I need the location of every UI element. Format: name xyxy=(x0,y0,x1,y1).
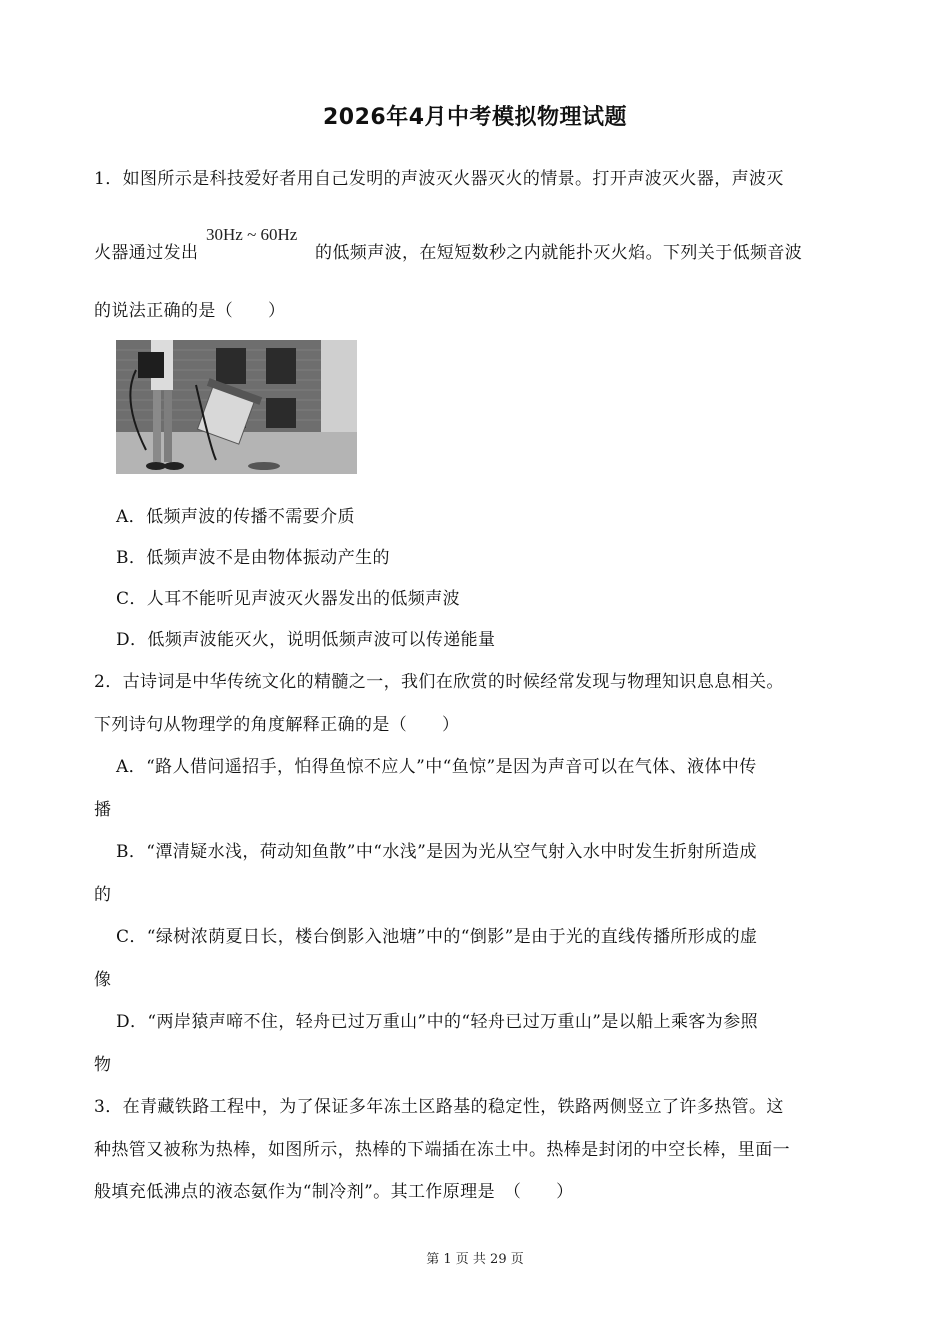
q2-option-b-line1: B．“潭清疑水浅，荷动知鱼散”中“水浅”是因为光从空气射入水中时发生折射所造成 xyxy=(116,842,757,862)
q1-option-a: A．低频声波的传播不需要介质 xyxy=(116,507,355,527)
q2-option-a-line1: A．“路人借问遥招手，怕得鱼惊不应人”中“鱼惊”是因为声音可以在气体、液体中传 xyxy=(116,757,757,777)
q2-option-c-line2: 像 xyxy=(94,970,112,990)
q1-stem-line3: 的说法正确的是（ ） xyxy=(94,301,286,321)
q3-stem-line1: 3．在青藏铁路工程中，为了保证多年冻土区路基的稳定性，铁路两侧竖立了许多热管。这 xyxy=(94,1097,784,1117)
page-title: 2026年4月中考模拟物理试题 xyxy=(322,105,628,130)
q1-stem-line1: 1．如图所示是科技爱好者用自己发明的声波灭火器灭火的情景。打开声波灭火器，声波灭 xyxy=(94,169,784,189)
q1-stem-line2-pre: 火器通过发出 xyxy=(94,243,199,263)
sound-extinguisher-photo xyxy=(116,340,357,474)
q2-option-c-line1: C．“绿树浓荫夏日长，楼台倒影入池塘”中的“倒影”是由于光的直线传播所形成的虚 xyxy=(116,927,758,947)
q3-stem-line2: 种热管又被称为热棒，如图所示，热棒的下端插在冻土中。热棒是封闭的中空长棒，里面一 xyxy=(94,1140,790,1160)
q1-stem-line2-post: 的低频声波，在短短数秒之内就能扑灭火焰。下列关于低频音波 xyxy=(315,243,803,263)
q2-option-b-line2: 的 xyxy=(94,885,112,905)
q1-frequency-formula: 30Hz ~ 60Hz xyxy=(206,225,298,244)
q2-option-d-line2: 物 xyxy=(94,1055,112,1075)
q2-option-a-line2: 播 xyxy=(94,800,112,820)
q1-option-d: D．低频声波能灭火，说明低频声波可以传递能量 xyxy=(116,630,496,650)
q2-stem-line2: 下列诗句从物理学的角度解释正确的是（ ） xyxy=(94,715,460,735)
photo-illustration xyxy=(116,340,357,474)
q2-option-d-line1: D．“两岸猿声啼不住，轻舟已过万重山”中的“轻舟已过万重山”是以船上乘客为参照 xyxy=(116,1012,758,1032)
q1-option-c: C．人耳不能听见声波灭火器发出的低频声波 xyxy=(116,589,461,609)
page-number-footer: 第 1 页 共 29 页 xyxy=(426,1252,524,1267)
q1-option-b: B．低频声波不是由物体振动产生的 xyxy=(116,548,390,568)
q2-stem-line1: 2．古诗词是中华传统文化的精髓之一，我们在欣赏的时候经常发现与物理知识息息相关。 xyxy=(94,672,784,692)
q3-stem-line3: 般填充低沸点的液态氨作为“制冷剂”。其工作原理是 （ ） xyxy=(94,1182,574,1202)
